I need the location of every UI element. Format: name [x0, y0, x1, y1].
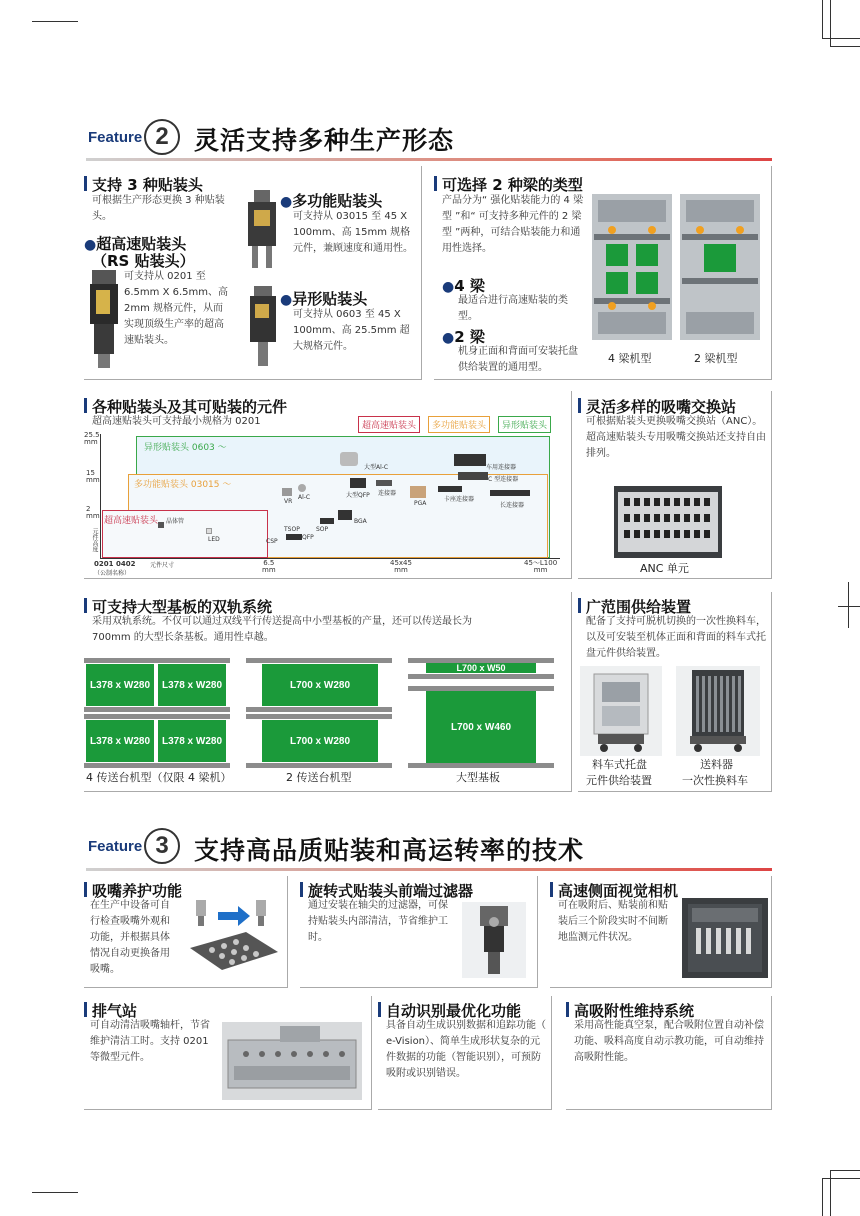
- beam4-desc: 最适合进行高速贴装的类型。: [458, 295, 568, 322]
- cart-caption-1: 送料器: [700, 758, 733, 771]
- config3-caption: 大型基板: [456, 771, 500, 784]
- part-label: 晶体管: [166, 518, 185, 525]
- beam-title: 可选择 2 种梁的类型: [434, 174, 583, 195]
- crop-mark-top-right-v1: [822, 0, 823, 38]
- pcb-small-4: L378 x W280: [158, 720, 226, 762]
- feature-number: 2: [144, 119, 180, 155]
- config2-caption: 2 传送台机型: [286, 771, 352, 784]
- auto-title: 自动识别最优化功能: [378, 1000, 521, 1021]
- feeder-desc: 配备了支持可脱机切换的一次性换料车，以及可安装至机体正面和背面的料车式托盘元件供给装置。: [586, 616, 766, 659]
- tray-caption-1: 料车式托盘: [592, 758, 647, 771]
- pcb-long-2: L700 x W280: [262, 720, 378, 762]
- conveyor-rail: [246, 714, 392, 719]
- anc-caption: ANC 单元: [640, 562, 689, 575]
- conveyor-rail: [84, 707, 230, 712]
- components-title: 各种贴装头及其可贴装的元件: [84, 396, 287, 417]
- filter-title: 旋转式贴装头前端过滤器: [300, 880, 473, 901]
- rs-head-image: [88, 270, 120, 370]
- part-label: TSOP: [284, 526, 300, 533]
- odd-head-title: ●异形贴装头: [280, 290, 368, 308]
- part-label: VR: [284, 498, 293, 505]
- legend-odd: 异形贴装头: [498, 416, 551, 433]
- rs-head-title: ●超高速贴装头: [84, 235, 187, 253]
- crop-mark-bottom-right-h: [822, 1178, 860, 1179]
- odd-head-image: [246, 286, 280, 370]
- care-desc: 在生产中设备可自行检查吸嘴外观和功能，并根据具体情况自动更换备用吸嘴。: [90, 900, 170, 975]
- part-label: 长连接器: [500, 502, 525, 509]
- x-note: （公制名称）: [94, 570, 131, 577]
- y-axis: [100, 434, 101, 558]
- nozzle-desc: 可根据贴装头更换吸嘴交换站（ANC）。超高速贴装头专用吸嘴交换站还支持自由排列。: [586, 416, 766, 459]
- part-long-connector: [490, 490, 530, 496]
- legend-rs: 超高速贴装头: [358, 416, 420, 433]
- part-label: LED: [208, 536, 220, 543]
- bullet-icon: ●: [442, 279, 455, 295]
- part-label: QFP: [302, 534, 314, 541]
- multi-head-desc: 可支持从 03015 至 45 X 100mm、高 15mm 规格元件，兼顾速度和通用性。: [293, 211, 413, 254]
- tray-feeder-image: [580, 666, 662, 756]
- filter-desc: 通过安装在轴尖的过滤器，可保持贴装头内部清洁，节省维护工时。: [308, 900, 448, 943]
- part-socket-connector: [438, 486, 462, 492]
- x-tick-45: 45x45 mm: [390, 559, 412, 574]
- y-tick-15: 15 mm: [86, 469, 100, 484]
- purge-station-image: [222, 1022, 362, 1100]
- beam2-diagram: [680, 194, 760, 340]
- part-large-qfp: [350, 478, 366, 488]
- multi-head-title: ●多功能贴装头: [280, 192, 383, 210]
- purge-title: 排气站: [84, 1000, 137, 1021]
- feeder-title: 广范围供给装置: [578, 596, 691, 617]
- bullet-icon: ●: [442, 330, 455, 346]
- config1-caption: 4 传送台机型（仅限 4 梁机）: [86, 771, 232, 784]
- band-odd-label: 异形贴装头 0603 ～: [144, 443, 227, 453]
- pcb-small-1: L378 x W280: [86, 664, 154, 706]
- conveyor-rail: [84, 714, 230, 719]
- components-desc: 超高速贴装头可支持最小规格为 0201: [92, 416, 261, 427]
- conveyor-rail: [246, 658, 392, 663]
- pcb-big: L700 x W460: [426, 691, 536, 763]
- bullet-icon: ●: [280, 194, 293, 210]
- bullet-icon: ●: [280, 292, 293, 308]
- part-bga: [338, 510, 352, 520]
- part-connector: [376, 480, 392, 486]
- part-label: PGA: [414, 500, 427, 507]
- pcb-small-2: L378 x W280: [158, 664, 226, 706]
- band-rs-label: 超高速贴装头: [104, 516, 159, 526]
- crop-mark-top-right-h2: [830, 46, 860, 47]
- camera-image: [682, 898, 768, 978]
- beam4-diagram: [592, 194, 672, 340]
- camera-title: 高速侧面视觉相机: [550, 880, 678, 901]
- x-tick-size: 元件尺寸: [150, 562, 175, 569]
- beam-desc: 产品分为“ 强化贴装能力的 4 梁型 ”和“ 可支持多种元件的 2 梁型 ”两种，可结合贴装能力和通用性选择。: [442, 195, 584, 254]
- crop-mark-bottom-left: [32, 1192, 78, 1193]
- x-tick-l100: 45～L100 mm: [524, 559, 558, 574]
- nozzle-title: 灵活多样的吸嘴交换站: [578, 396, 736, 417]
- rs-head-subtitle: （RS 贴装头）: [92, 252, 195, 270]
- tray-caption-2: 元件供给装置: [586, 774, 652, 787]
- feature-number: 3: [144, 828, 180, 864]
- part-label: 连接器: [378, 490, 397, 497]
- part-label: C 型连接器: [488, 476, 519, 483]
- auto-desc: 具备自动生成识别数据和追踪功能（ e-Vision）、简单生成形状复杂的元件数据的功能（智能识别），可预防吸附或识别错误。: [386, 1020, 546, 1079]
- crop-mark-top-right-h: [822, 38, 860, 39]
- band-multi-label: 多功能贴装头 03015 ～: [134, 480, 232, 490]
- part-label: 车用连接器: [486, 464, 517, 471]
- feature-badge: Feature: [88, 838, 143, 855]
- legend-multi: 多功能贴装头: [428, 416, 490, 433]
- feature-rule: [86, 158, 772, 161]
- vacuum-title: 高吸附性维持系统: [566, 1000, 694, 1021]
- cart-caption-2: 一次性换料车: [682, 774, 748, 787]
- y-tick-2: 2 mm: [86, 505, 100, 520]
- part-label: CSP: [266, 538, 278, 545]
- camera-desc: 可在吸附后、贴装前和贴装后三个阶段实时不间断地监测元件状况。: [558, 900, 668, 943]
- nozzle-care-image: [186, 898, 282, 982]
- crop-mark-bottom-right-v1: [822, 1178, 823, 1216]
- part-label: 大型Al-C: [364, 464, 389, 471]
- part-label: 卡座连接器: [444, 496, 475, 503]
- conveyor-rail: [84, 658, 230, 663]
- crop-mark-bottom-right-h2: [830, 1170, 860, 1171]
- heads-title: 支持 3 种贴装头: [84, 174, 203, 195]
- dual-desc: 采用双轨系统。不仅可以通过双线平行传送提高中小型基板的产量，还可以传送最长为 700mm 的大型长条基板。通用性卓越。: [92, 616, 472, 643]
- y-tick-25: 25.5 mm: [84, 431, 100, 446]
- beam4-caption: 4 梁机型: [608, 352, 652, 365]
- pcb-w50: L700 x W50: [426, 663, 536, 673]
- care-title: 吸嘴养护功能: [84, 880, 182, 901]
- vacuum-desc: 采用高性能真空泵，配合吸附位置自动补偿功能、吸料高度自动示教功能，可自动维持高吸附性能。: [574, 1020, 764, 1063]
- part-transistor: [158, 522, 164, 528]
- conveyor-rail: [246, 707, 392, 712]
- x-tick-6-5: 6.5 mm: [262, 559, 276, 574]
- part-label: Al-C: [298, 494, 311, 501]
- part-label: 大型QFP: [346, 492, 370, 499]
- part-pga: [410, 486, 426, 498]
- feature-title: 支持高品质贴装和高运转率的技术: [194, 836, 585, 865]
- multi-head-image: [244, 190, 280, 274]
- beam2-title: ●2 梁: [442, 328, 485, 346]
- crop-mark-right-mid-v: [848, 582, 849, 628]
- feeder-cart-image: [676, 666, 760, 756]
- beam2-desc: 机身正面和背面可安装托盘供给装置的通用型。: [458, 346, 578, 373]
- anc-unit-image: [614, 486, 722, 558]
- beam4-title: ●4 梁: [442, 277, 485, 295]
- pcb-small-3: L378 x W280: [86, 720, 154, 762]
- crop-mark-bottom-right-v2: [830, 1170, 831, 1216]
- heads-desc: 可根据生产形态更换 3 种贴装头。: [92, 195, 225, 222]
- part-sop: [320, 518, 334, 524]
- x-tick-0201: 0201: [94, 560, 114, 568]
- y-axis-label: 元件高度: [91, 528, 98, 552]
- component-chart: [84, 430, 566, 577]
- part-led: [206, 528, 212, 534]
- part-tsop: [286, 534, 302, 540]
- odd-head-desc: 可支持从 0603 至 45 X 100mm、高 25.5mm 超大规格元件。: [293, 309, 410, 352]
- crop-mark-right-mid-h: [838, 606, 860, 607]
- part-label: BGA: [354, 518, 367, 525]
- filter-image: [462, 902, 526, 978]
- conveyor-rail: [84, 763, 230, 768]
- purge-desc: 可自动清洁吸嘴轴杆，节省维护清洁工时。支持 0201 等微型元件。: [90, 1020, 210, 1063]
- part-c-connector: [458, 472, 488, 480]
- part-label: SOP: [316, 526, 329, 533]
- feature-badge: Feature: [88, 129, 143, 146]
- part-vr: [282, 488, 292, 496]
- rs-head-desc: 可支持从 0201 至 6.5mm X 6.5mm、高 2mm 规格元件，从而实现顶级生产率的超高速贴装头。: [124, 271, 228, 346]
- pcb-long-1: L700 x W280: [262, 664, 378, 706]
- x-tick-0402: 0402: [116, 560, 136, 568]
- conveyor-rail: [246, 763, 392, 768]
- conveyor-rail: [408, 674, 554, 679]
- bullet-icon: ●: [84, 237, 97, 253]
- dual-title: 可支持大型基板的双轨系统: [84, 596, 272, 617]
- feature-title: 灵活支持多种生产形态: [194, 126, 455, 155]
- feature-rule: [86, 868, 772, 871]
- part-large-alc: [340, 452, 358, 466]
- part-alc: [298, 484, 306, 492]
- x-axis: [100, 558, 560, 559]
- crop-mark-top-right-v2: [830, 0, 831, 46]
- crop-mark-top-left: [32, 21, 78, 22]
- part-auto-connector: [454, 454, 486, 466]
- conveyor-rail: [408, 763, 554, 768]
- beam2-caption: 2 梁机型: [694, 352, 738, 365]
